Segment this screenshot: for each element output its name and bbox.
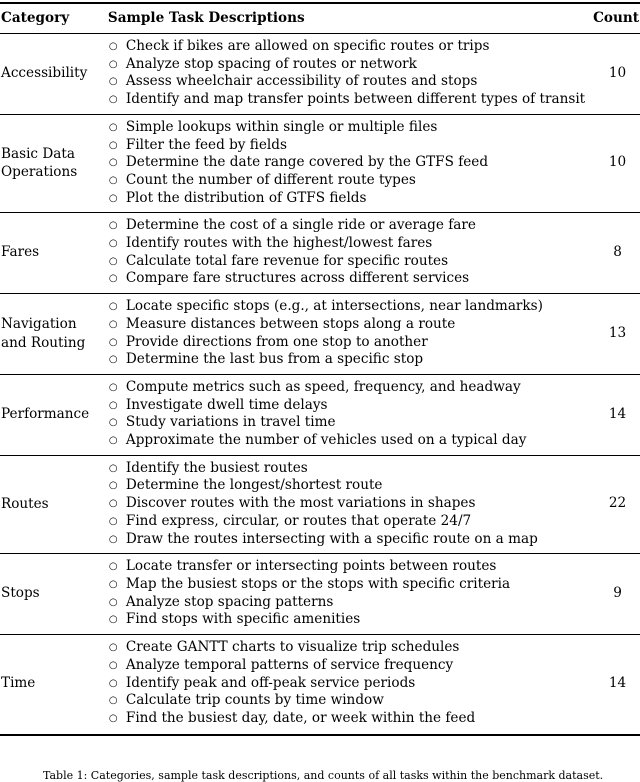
table-row [0,635,640,735]
task-list-item [108,190,585,208]
task-category-table [0,2,640,736]
circle-bullet-icon: ○ [108,58,118,70]
category-cell: Accessibility [0,34,101,115]
task-list-item [108,692,585,710]
circle-bullet-icon: ○ [108,121,118,133]
task-list-item [108,477,585,495]
task-list-item [108,414,585,432]
count-cell: 10 [585,114,640,213]
header-category: Category [0,3,101,34]
circle-bullet-icon: ○ [108,318,118,330]
circle-bullet-icon: ○ [108,139,118,151]
task-text: Approximate the number of vehicles used on a typical day [125,432,527,449]
task-list [108,38,585,109]
task-descriptions-cell [101,635,585,735]
task-list-item [108,657,585,675]
task-text: Calculate total fare revenue for specific routes [125,252,449,269]
task-list [108,460,585,549]
task-list-item [108,513,585,531]
task-list [108,298,585,369]
task-list [108,639,585,728]
category-cell: Fares [0,213,101,294]
count-cell: 13 [585,294,640,375]
task-list [108,119,585,208]
task-text: Study variations in travel time [125,414,336,431]
task-text: Analyze temporal patterns of service frequency [125,656,454,673]
circle-bullet-icon: ○ [108,480,118,492]
task-text: Map the busiest stops or the stops with specific criteria [125,575,511,592]
circle-bullet-icon: ○ [108,399,118,411]
task-list-item [108,710,585,728]
table-row [0,114,640,213]
circle-bullet-icon: ○ [108,255,118,267]
task-text: Identify the busiest routes [125,459,308,476]
task-text: Check if bikes are allowed on specific routes or trips [125,38,490,54]
count-cell: 22 [585,455,640,554]
task-list-item [108,334,585,352]
table-row [0,374,640,455]
table-header-row [0,3,640,34]
circle-bullet-icon: ○ [108,695,118,707]
task-list-item [108,298,585,316]
task-text: Determine the date range covered by the GTFS feed [125,154,489,171]
task-list [108,217,585,288]
task-list-item [108,460,585,478]
circle-bullet-icon: ○ [108,712,118,724]
count-cell: 9 [585,554,640,635]
task-list-item [108,172,585,190]
count-cell: 14 [585,374,640,455]
task-descriptions-cell [101,34,585,115]
task-descriptions-cell [101,455,585,554]
task-list [108,558,585,629]
task-text: Analyze stop spacing of routes or network [125,55,417,72]
task-list-item [108,495,585,513]
task-text: Find stops with specific amenities [125,611,361,628]
category-cell: Performance [0,374,101,455]
task-list-item [108,154,585,172]
circle-bullet-icon: ○ [108,677,118,689]
task-descriptions-cell [101,374,585,455]
circle-bullet-icon: ○ [108,417,118,429]
circle-bullet-icon: ○ [108,381,118,393]
task-descriptions-cell [101,294,585,375]
task-list-item [108,675,585,693]
task-text: Compare fare structures across different services [125,270,470,287]
circle-bullet-icon: ○ [108,41,118,52]
task-text: Investigate dwell time delays [125,396,328,413]
task-text: Assess wheelchair accessibility of routes and stops [125,73,478,90]
table-row [0,213,640,294]
circle-bullet-icon: ○ [108,301,118,313]
task-text: Determine the longest/shortest route [125,477,383,494]
task-descriptions-cell [101,213,585,294]
task-text: Calculate trip counts by time window [125,692,384,709]
circle-bullet-icon: ○ [108,614,118,626]
table-row [0,455,640,554]
count-cell: 8 [585,213,640,294]
task-text: Find the busiest day, date, or week within the feed [125,709,476,726]
table-row [0,294,640,375]
circle-bullet-icon: ○ [108,336,118,348]
task-text: Filter the feed by fields [125,136,287,153]
circle-bullet-icon: ○ [108,435,118,447]
circle-bullet-icon: ○ [108,578,118,590]
table-row [0,34,640,115]
task-text: Identify peak and off-peak service periods [125,674,416,691]
circle-bullet-icon: ○ [108,192,118,204]
category-cell: Stops [0,554,101,635]
task-text: Identify and map transfer points between different types of transit [125,91,586,108]
task-text: Create GANTT charts to visualize trip schedules [125,639,460,656]
circle-bullet-icon: ○ [108,354,118,366]
task-list-item [108,531,585,549]
task-text: Discover routes with the most variations in shapes [125,495,476,512]
task-list-item [108,119,585,137]
circle-bullet-icon: ○ [108,273,118,285]
circle-bullet-icon: ○ [108,238,118,250]
task-list-item [108,558,585,576]
circle-bullet-icon: ○ [108,642,118,654]
circle-bullet-icon: ○ [108,76,118,88]
task-list-item [108,432,585,450]
circle-bullet-icon: ○ [108,157,118,169]
task-list-item [108,576,585,594]
task-list-item [108,351,585,369]
task-list-item [108,137,585,155]
circle-bullet-icon: ○ [108,94,118,106]
circle-bullet-icon: ○ [108,174,118,186]
header-count: Count [585,3,640,34]
task-text: Simple lookups within single or multiple files [125,118,438,135]
task-list-item [108,217,585,235]
task-text: Measure distances between stops along a route [125,315,456,332]
category-cell: Routes [0,455,101,554]
task-list-item [108,253,585,271]
task-list-item [108,56,585,74]
table-body [0,34,640,735]
task-text: Locate transfer or intersecting points between routes [125,558,497,575]
task-text: Identify routes with the highest/lowest fares [125,235,433,252]
circle-bullet-icon: ○ [108,220,118,232]
task-list-item [108,270,585,288]
task-list-item [108,235,585,253]
task-list-item [108,639,585,657]
category-cell: Basic Data Operations [0,114,101,213]
circle-bullet-icon: ○ [108,659,118,671]
circle-bullet-icon: ○ [108,462,118,474]
task-text: Provide directions from one stop to another [125,333,428,350]
task-text: Find express, circular, or routes that operate 24/7 [125,512,472,529]
task-list-item [108,397,585,415]
count-cell: 10 [585,34,640,115]
header-description: Sample Task Descriptions [101,3,585,34]
category-cell: Time [0,635,101,735]
count-cell: 14 [585,635,640,735]
circle-bullet-icon: ○ [108,596,118,608]
task-text: Count the number of different route types [125,171,416,188]
circle-bullet-icon: ○ [108,515,118,527]
task-list-item [108,379,585,397]
task-list-item [108,73,585,91]
task-descriptions-cell [101,114,585,213]
category-cell: Navigation and Routing [0,294,101,375]
table-caption: Table 1: Categories, sample task descriptions, and counts of all tasks within the benchmark dataset. [43,769,604,782]
task-descriptions-cell [101,554,585,635]
task-text: Locate specific stops (e.g., at intersections, near landmarks) [125,298,543,315]
task-list-item [108,594,585,612]
circle-bullet-icon: ○ [108,533,118,545]
task-text: Draw the routes intersecting with a specific route on a map [125,530,538,547]
circle-bullet-icon: ○ [108,561,118,573]
circle-bullet-icon: ○ [108,498,118,510]
task-text: Plot the distribution of GTFS fields [125,189,367,206]
task-text: Compute metrics such as speed, frequency, and headway [125,378,521,395]
task-list-item [108,91,585,109]
table-row [0,554,640,635]
task-list [108,379,585,450]
task-list-item [108,611,585,629]
task-text: Determine the cost of a single ride or average fare [125,217,476,234]
task-list-item [108,316,585,334]
task-text: Determine the last bus from a specific stop [125,351,424,368]
task-list-item [108,38,585,56]
task-text: Analyze stop spacing patterns [125,593,334,610]
